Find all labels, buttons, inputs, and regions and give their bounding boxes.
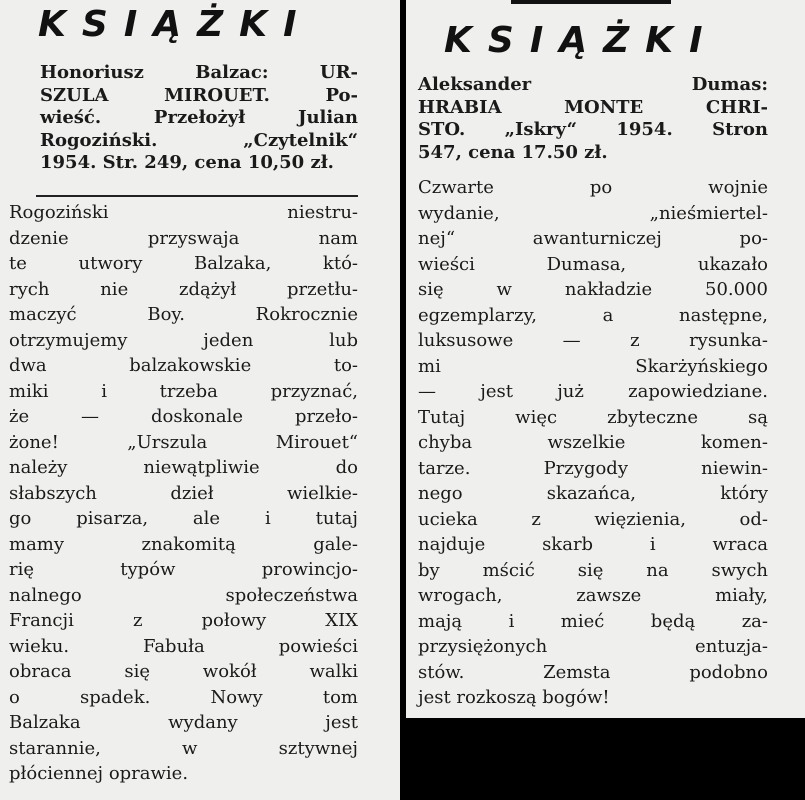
right-body-line: Tutaj więc zbyteczne są — [418, 406, 768, 428]
left-divider — [36, 195, 358, 197]
right-body-line: mają i mieć będą za- — [418, 610, 768, 632]
right-body-line: wieści Dumasa, ukazało — [418, 253, 768, 275]
left-body-line: żone! „Urszula Mirouet“ — [9, 431, 358, 453]
left-body-line: starannie, w sztywnej — [9, 737, 358, 759]
right-body-line: Czwarte po wojnie — [418, 177, 768, 198]
left-body-line: o spadek. Nowy tom — [9, 686, 358, 708]
left-heading: KSIĄŻKI — [38, 4, 313, 45]
left-body-line: dwa balzakowskie to- — [9, 355, 358, 376]
right-review-text — [418, 175, 768, 711]
left-bibliography-line: 1954. Str. 249, cena 10,50 zł. — [40, 152, 334, 173]
right-body-line: się w nakładzie 50.000 — [418, 279, 768, 300]
right-body-line: nego skazańca, który — [418, 483, 768, 504]
right-bibliography-line: Aleksander Dumas: — [418, 74, 768, 95]
right-bibliography-line: STO. „Iskry“ 1954. Stron — [418, 119, 768, 140]
left-body-line: rych nie zdążył przetłu- — [9, 278, 358, 300]
right-body-line: tarze. Przygody niewin- — [418, 457, 768, 479]
right-body-line: chyba wszelkie komen- — [418, 432, 768, 453]
right-body-line: przysiężonych entuzja- — [418, 636, 768, 657]
right-clipping — [406, 0, 805, 718]
right-bibliography-line: 547, cena 17.50 zł. — [418, 141, 608, 163]
left-body-line: rię typów prowincjo- — [9, 559, 358, 580]
left-body-line: że — doskonale przeło- — [9, 406, 358, 427]
left-body-line: wieku. Fabuła powieści — [9, 635, 358, 657]
left-body-line: obraca się wokół walki — [9, 661, 358, 682]
left-review-text — [9, 200, 358, 787]
right-body-line: ucieka z więzienia, od- — [418, 508, 768, 530]
right-body-line: luksusowe — z rysunka- — [418, 330, 768, 351]
left-bibliography-line: SZULA MIROUET. Po- — [40, 84, 358, 106]
left-bibliography — [40, 62, 358, 175]
left-body-line: te utwory Balzaka, któ- — [9, 253, 358, 274]
right-bibliography — [418, 74, 768, 164]
left-bibliography-line: Rogoziński. „Czytelnik“ — [40, 129, 358, 151]
right-body-line: mi Skarżyńskiego — [418, 355, 768, 377]
right-body-line: wydanie, „nieśmiertel- — [418, 202, 768, 224]
left-body-line: Francji z połowy XIX — [9, 610, 358, 631]
left-bibliography-line: Honoriusz Balzac: UR- — [40, 62, 358, 83]
left-body-line: mamy znakomitą gale- — [9, 533, 358, 555]
left-body-line: płóciennej oprawie. — [9, 763, 189, 784]
left-body-line: maczyć Boy. Rokrocznie — [9, 304, 358, 325]
left-clipping — [0, 0, 400, 800]
right-body-line: nej“ awanturniczej po- — [418, 228, 768, 249]
right-body-line: — jest już zapowiedziane. — [418, 381, 768, 402]
right-body-line: najduje skarb i wraca — [418, 534, 768, 555]
left-body-line: Rogoziński niestru- — [9, 202, 358, 223]
right-heading: KSIĄŻKI — [444, 20, 719, 61]
right-body-line: by mścić się na swych — [418, 559, 768, 581]
right-body-line: wrogach, zawsze miały, — [418, 585, 768, 606]
top-rule — [511, 0, 671, 4]
left-body-line: słabszych dzieł wielkie- — [9, 482, 358, 504]
left-body-line: dzenie przyswaja nam — [9, 227, 358, 249]
left-body-line: należy niewątpliwie do — [9, 457, 358, 478]
left-body-line: go pisarza, ale i tutaj — [9, 508, 358, 529]
left-bibliography-line: wieść. Przełożył Julian — [40, 107, 358, 128]
right-body-line: egzemplarzy, a następne, — [418, 304, 768, 326]
right-body-line: jest rozkoszą bogów! — [418, 687, 610, 708]
left-body-line: nalnego społeczeństwa — [9, 584, 358, 606]
right-bibliography-line: HRABIA MONTE CHRI- — [418, 96, 768, 118]
right-body-line: stów. Zemsta podobno — [418, 661, 768, 683]
left-body-line: miki i trzeba przyznać, — [9, 380, 358, 402]
left-body-line: Balzaka wydany jest — [9, 712, 358, 733]
left-body-line: otrzymujemy jeden lub — [9, 329, 358, 351]
